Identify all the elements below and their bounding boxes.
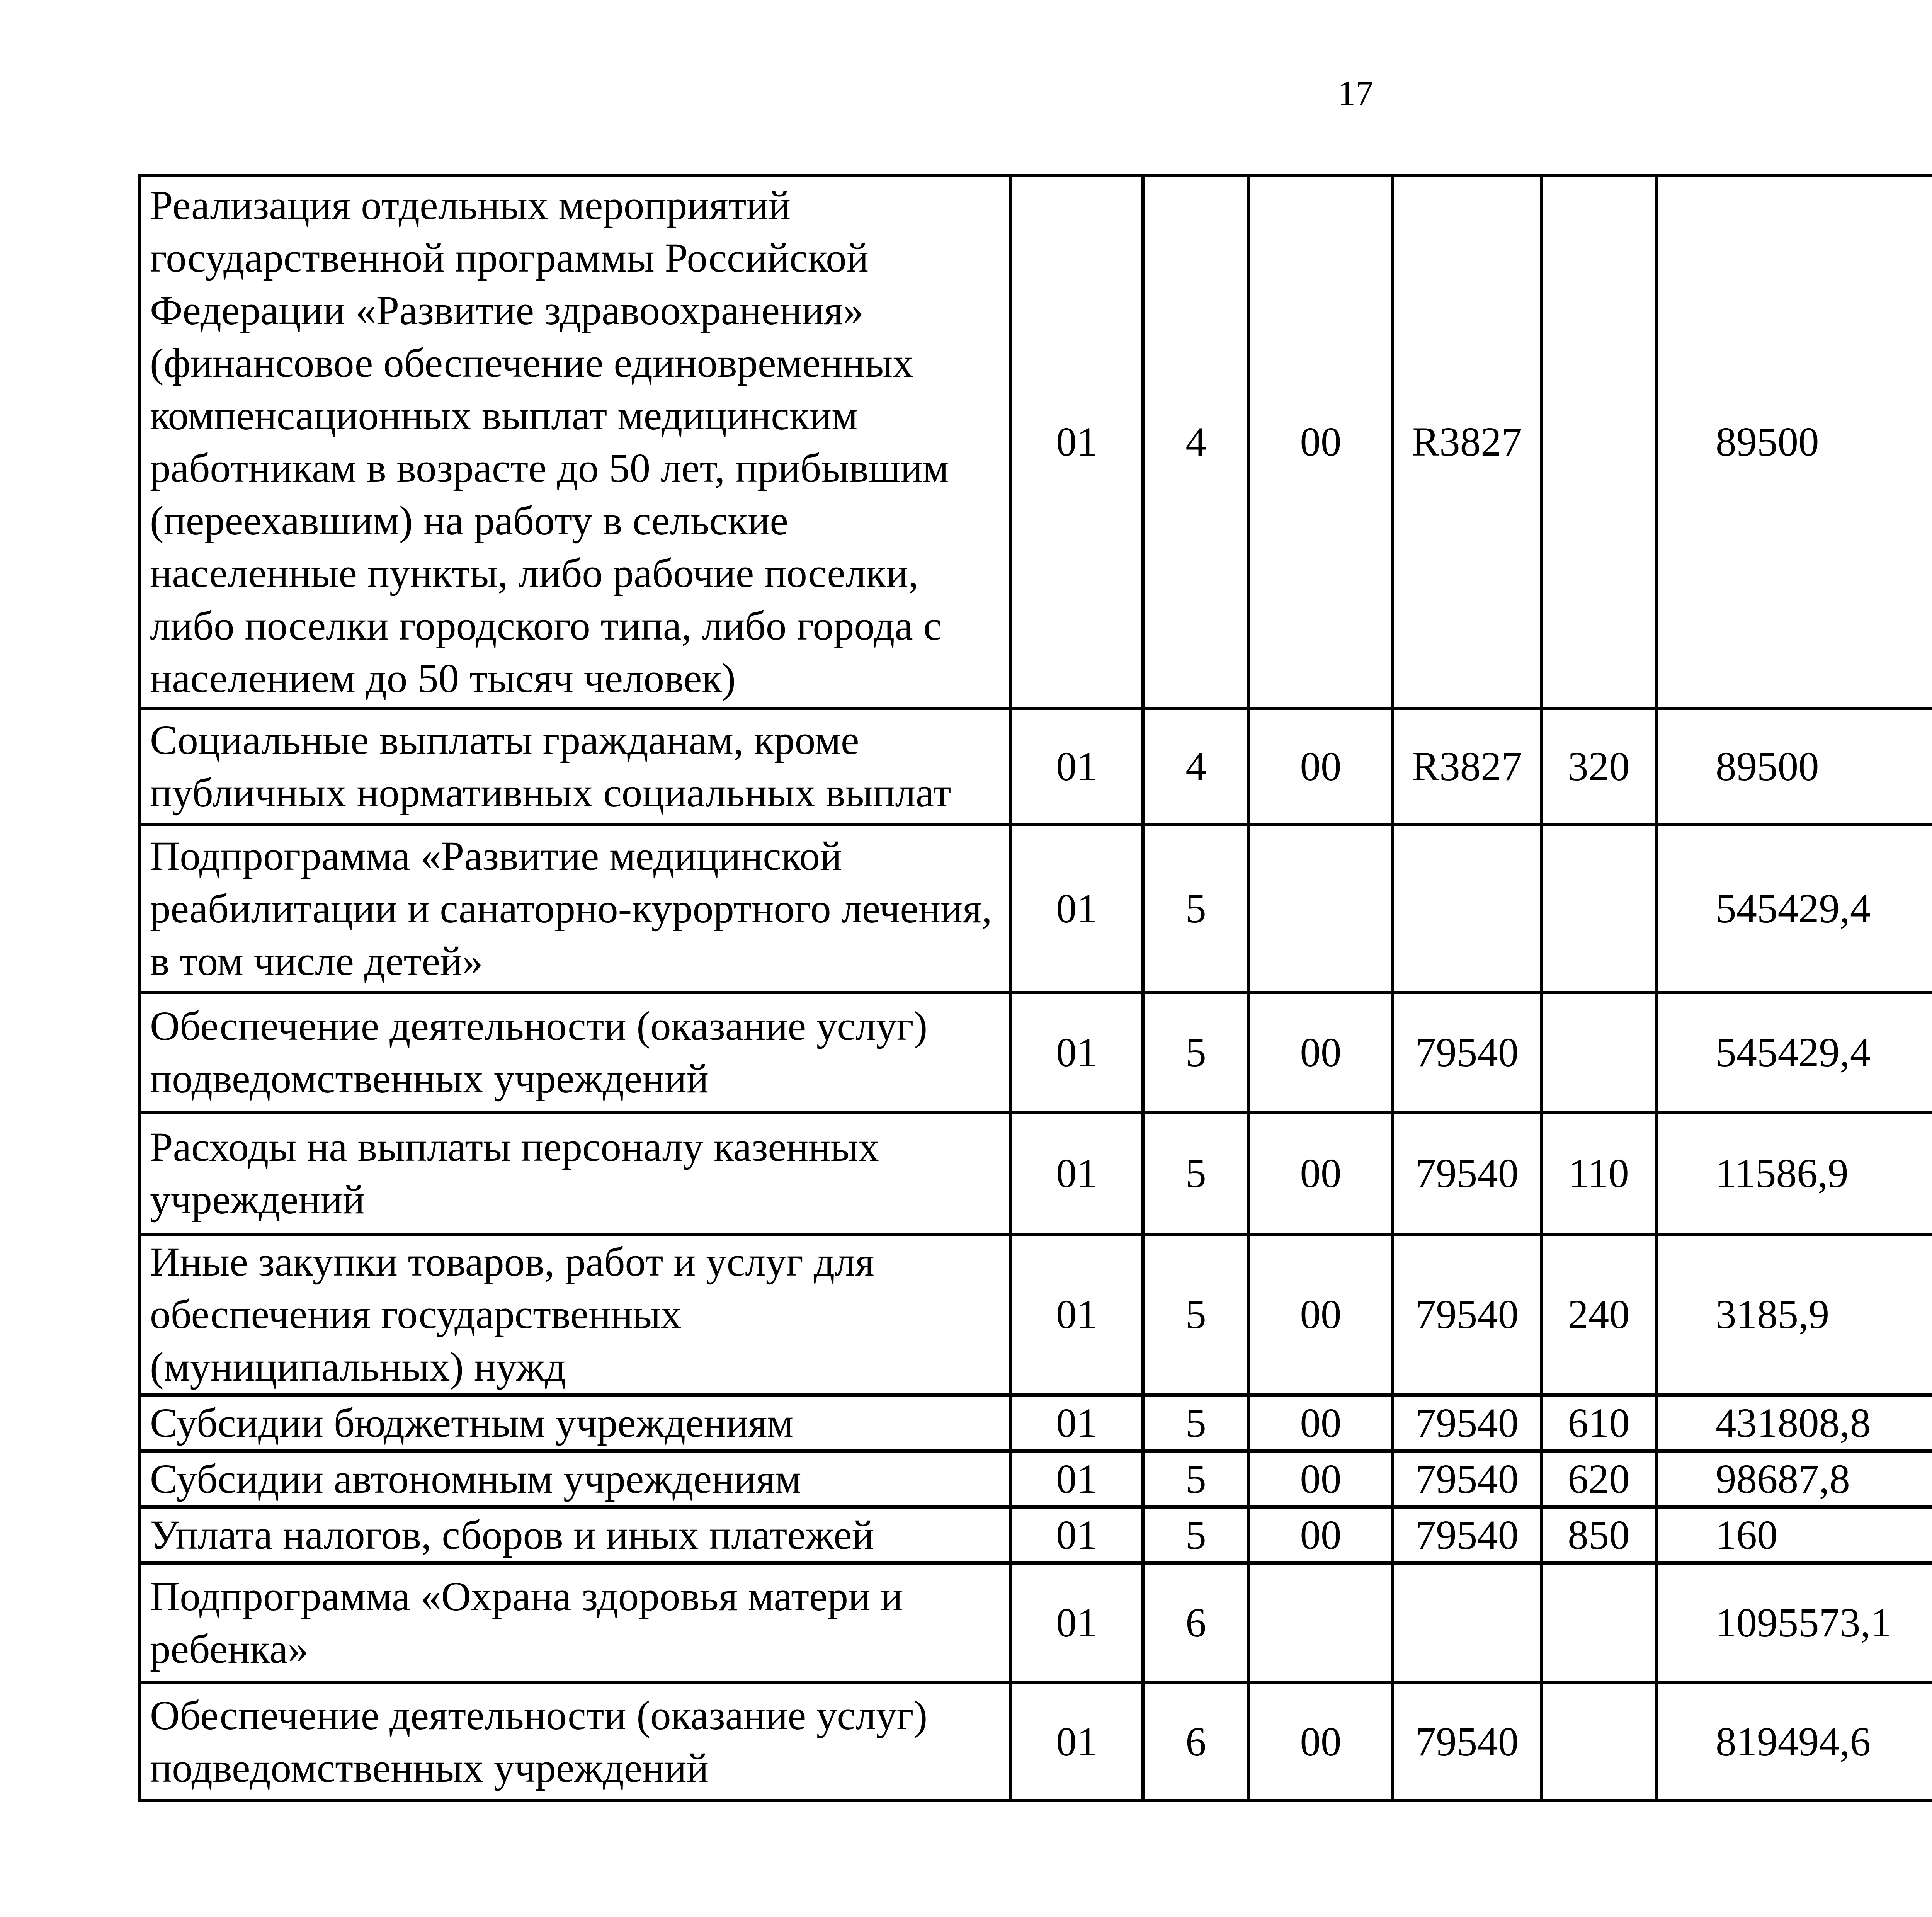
row-name: Уплата налогов, сборов и иных платежей bbox=[140, 1507, 1010, 1563]
code-section: 01 bbox=[1010, 1112, 1143, 1234]
budget-table bbox=[138, 174, 1932, 1802]
code-target: R3827 bbox=[1393, 709, 1541, 825]
code-subprogram: 5 bbox=[1143, 993, 1249, 1112]
amount-year-1: 1095573,1 bbox=[1656, 1563, 1932, 1683]
code-target bbox=[1393, 825, 1541, 993]
table-row bbox=[140, 825, 1932, 993]
amount-year-1: 98687,8 bbox=[1656, 1451, 1932, 1507]
code-group: 00 bbox=[1249, 1112, 1393, 1234]
code-section: 01 bbox=[1010, 993, 1143, 1112]
code-expense-type bbox=[1541, 993, 1656, 1112]
code-subprogram: 5 bbox=[1143, 825, 1249, 993]
row-name: Обеспечение деятельности (оказание услуг) подведомственных учреждений bbox=[140, 993, 1010, 1112]
code-group bbox=[1249, 1563, 1393, 1683]
code-expense-type: 320 bbox=[1541, 709, 1656, 825]
code-group: 00 bbox=[1249, 1395, 1393, 1451]
row-name: Субсидии бюджетным учреждениям bbox=[140, 1395, 1010, 1451]
code-subprogram: 5 bbox=[1143, 1507, 1249, 1563]
code-section: 01 bbox=[1010, 1234, 1143, 1395]
code-expense-type bbox=[1541, 1563, 1656, 1683]
row-name: Подпрограмма «Развитие медицинской реабилитации и санаторно-курортного лечения, в том числе детей» bbox=[140, 825, 1010, 993]
table-row bbox=[140, 1507, 1932, 1563]
table-row bbox=[140, 1395, 1932, 1451]
amount-year-1: 431808,8 bbox=[1656, 1395, 1932, 1451]
code-section: 01 bbox=[1010, 709, 1143, 825]
code-target: 79540 bbox=[1393, 1451, 1541, 1507]
table-row bbox=[140, 1683, 1932, 1801]
code-expense-type bbox=[1541, 1683, 1656, 1801]
row-name: Подпрограмма «Охрана здоровья матери и ребенка» bbox=[140, 1563, 1010, 1683]
table-row bbox=[140, 709, 1932, 825]
code-subprogram: 4 bbox=[1143, 175, 1249, 709]
amount-year-1: 545429,4 bbox=[1656, 993, 1932, 1112]
page-number: 17 bbox=[1338, 73, 1373, 113]
amount-year-1: 545429,4 bbox=[1656, 825, 1932, 993]
row-name: Реализация отдельных мероприятий государственной программы Российской Федерации «Развитие здравоохранения» (финансовое обеспечение единовременных компенсационных выплат медицинским работникам в возрасте до 50 лет, прибывшим (переехавшим) на работу в сельские населенные пункты, либо рабочие поселки, либо поселки городского типа, либо города с населением до 50 тысяч человек) bbox=[140, 175, 1010, 709]
code-section: 01 bbox=[1010, 1563, 1143, 1683]
code-target: R3827 bbox=[1393, 175, 1541, 709]
row-name: Обеспечение деятельности (оказание услуг) подведомственных учреждений bbox=[140, 1683, 1010, 1801]
code-subprogram: 5 bbox=[1143, 1451, 1249, 1507]
code-expense-type bbox=[1541, 825, 1656, 993]
code-subprogram: 4 bbox=[1143, 709, 1249, 825]
code-group: 00 bbox=[1249, 175, 1393, 709]
table-row bbox=[140, 1112, 1932, 1234]
row-name: Субсидии автономным учреждениям bbox=[140, 1451, 1010, 1507]
code-section: 01 bbox=[1010, 175, 1143, 709]
code-group bbox=[1249, 825, 1393, 993]
code-target: 79540 bbox=[1393, 1683, 1541, 1801]
code-section: 01 bbox=[1010, 1451, 1143, 1507]
code-expense-type: 240 bbox=[1541, 1234, 1656, 1395]
code-target: 79540 bbox=[1393, 1395, 1541, 1451]
code-group: 00 bbox=[1249, 1234, 1393, 1395]
amount-year-1: 11586,9 bbox=[1656, 1112, 1932, 1234]
amount-year-1: 89500 bbox=[1656, 709, 1932, 825]
code-target: 79540 bbox=[1393, 1112, 1541, 1234]
code-section: 01 bbox=[1010, 1395, 1143, 1451]
code-target bbox=[1393, 1563, 1541, 1683]
code-section: 01 bbox=[1010, 1507, 1143, 1563]
code-subprogram: 6 bbox=[1143, 1683, 1249, 1801]
code-subprogram: 6 bbox=[1143, 1563, 1249, 1683]
code-group: 00 bbox=[1249, 709, 1393, 825]
code-expense-type: 850 bbox=[1541, 1507, 1656, 1563]
code-section: 01 bbox=[1010, 1683, 1143, 1801]
code-target: 79540 bbox=[1393, 993, 1541, 1112]
table-row bbox=[140, 175, 1932, 709]
amount-year-1: 160 bbox=[1656, 1507, 1932, 1563]
row-name: Социальные выплаты гражданам, кроме публичных нормативных социальных выплат bbox=[140, 709, 1010, 825]
code-expense-type bbox=[1541, 175, 1656, 709]
code-group: 00 bbox=[1249, 993, 1393, 1112]
amount-year-1: 3185,9 bbox=[1656, 1234, 1932, 1395]
row-name: Иные закупки товаров, работ и услуг для обеспечения государственных (муниципальных) нужд bbox=[140, 1234, 1010, 1395]
code-target: 79540 bbox=[1393, 1234, 1541, 1395]
code-group: 00 bbox=[1249, 1683, 1393, 1801]
table-row bbox=[140, 1563, 1932, 1683]
amount-year-1: 819494,6 bbox=[1656, 1683, 1932, 1801]
code-subprogram: 5 bbox=[1143, 1234, 1249, 1395]
code-group: 00 bbox=[1249, 1451, 1393, 1507]
table-row bbox=[140, 1451, 1932, 1507]
code-subprogram: 5 bbox=[1143, 1395, 1249, 1451]
code-expense-type: 620 bbox=[1541, 1451, 1656, 1507]
code-group: 00 bbox=[1249, 1507, 1393, 1563]
amount-year-1: 89500 bbox=[1656, 175, 1932, 709]
code-expense-type: 610 bbox=[1541, 1395, 1656, 1451]
code-expense-type: 110 bbox=[1541, 1112, 1656, 1234]
code-subprogram: 5 bbox=[1143, 1112, 1249, 1234]
table-row bbox=[140, 993, 1932, 1112]
code-target: 79540 bbox=[1393, 1507, 1541, 1563]
row-name: Расходы на выплаты персоналу казенных учреждений bbox=[140, 1112, 1010, 1234]
code-section: 01 bbox=[1010, 825, 1143, 993]
table-row bbox=[140, 1234, 1932, 1395]
